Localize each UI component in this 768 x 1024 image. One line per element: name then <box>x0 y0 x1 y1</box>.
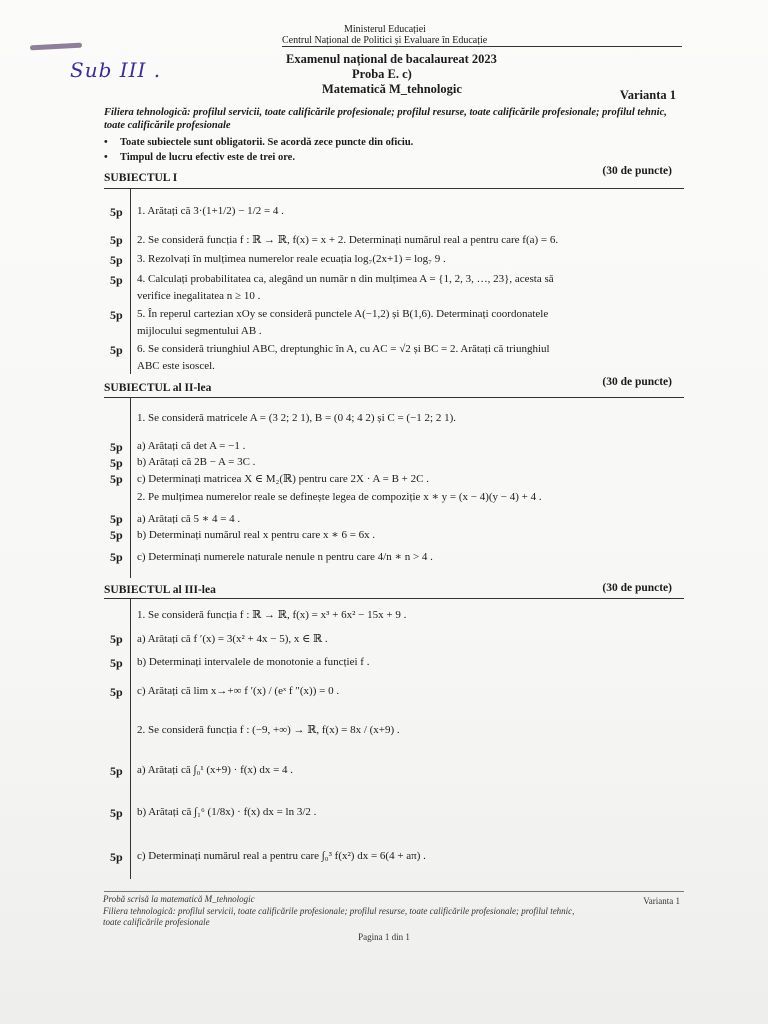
exercise-intro: 2. Pe mulțimea numerelor reale se definește legea de compoziție x ∗ y = (x − 4)(y − 4) + 4 . <box>137 491 542 503</box>
center-name: Centrul Național de Politici și Evaluare în Educație <box>282 35 488 46</box>
exam-subject: Matematică M_tehnologic <box>322 82 462 96</box>
exam-page: Sub III . Ministerul Educației Centrul Național de Politici și Evaluare în Educație Examenul național de bacalaureat 2023 Proba E. c) Matematică M_tehnologic Varianta 1 Filiera tehnologică: profilul servicii, toate calificările profesionale; profilul resurse, toate calificările profesionale; profilul tehnic, toate calificările profesionale Toate subiectele sunt obligatorii. Se acordă zece puncte din oficiu. Timpul de lucru efectiv este de trei ore. SUBIECTUL I (30 de puncte) 5p 1. Arătați că 3·(1+1/2) − 1/2 = 4 . 5p 2. Se consideră funcția f : ℝ → ℝ, f(x) = x + 2. Determinați numărul real a pentru care f(a) = 6. 5p 3. Rezolvați în mulțimea numerelor reale ecuația log₇(2x+1) = log₇ 9 . 5p 4. Calculați probabilitatea ca, alegând un număr n din mulțimea A = {1, 2, 3, …, 23}, acesta să verifice inegalitatea n ≥ 10 . 5p 5. În reperul cartezian xOy se consideră punctele A(−1,2) și B(1,6). Determinați coordonatele mijlocului segmentului AB . 5p 6. Se consideră triunghiul ABC, dreptunghic în A, cu AC = √2 și BC = 2. Arătați că triunghiul ABC este isoscel. SUBIECTUL al II-lea (30 de puncte) 1. Se consideră matricele A = (3 2; 2 1), B = (0 4; 4 2) și C = (−1 2; 2 1). 5p a) Arătați că det A = −1 . 5p b) Arătați că 2B − A = 3C . 5p c) Determinați matricea X ∈ M₂(ℝ) pentru care 2X · A = B + 2C . 2. Pe mulțimea numerelor reale se definește legea de compoziție x ∗ y = (x − 4)(y − 4) + 4 . 5p a) Arătați că 5 ∗ 4 = 4 . 5p b) Determinați numărul real x pentru care x ∗ 6 = 6x . 5p c) Determinați numerele naturale nenule n pentru care 4/n ∗ n > 4 . SUBIECTUL al III-lea (30 de puncte) 1. Se consideră funcția f : ℝ → ℝ, f(x) = x³ + 6x² − 15x + 9 . 5p a) Arătați că f ′(x) = 3(x² + 4x − 5), x ∈ ℝ . 5p b) Determinați intervalele de monotonie a funcției f . 5p c) Arătați că lim x→+∞ f ′(x) / (eˣ f ″(x)) = 0 . 2. Se consideră funcția f : (−9, +∞) → ℝ, f(x) = 8x / (x+9) . 5p a) Arătați că ∫₀¹ (x+9) · f(x) dx = 4 . 5p b) Arătați că ∫₁⁶ (1/8x) · f(x) dx = ln 3/2 . 5p c) Determinați numărul real a pentru care ∫₀³ f(x²) dx = 6(4 + aπ) . Probă scrisă la matematică M_tehnologic Varianta 1 Filiera tehnologică: profilul servicii, toate calificările profesionale; profilul resurse, toate calificările profesionale; profilul tehnic, toate calificările profesionale Pagina 1 din 1 <box>0 0 768 1024</box>
section-divider <box>104 188 684 189</box>
header-divider <box>282 46 682 47</box>
ministry-name: Ministerul Educației <box>344 24 426 35</box>
page-number: Pagina 1 din 1 <box>358 932 410 942</box>
footer-variant: Varianta 1 <box>643 896 680 906</box>
section-3-title: SUBIECTUL al III-lea <box>104 584 216 596</box>
points-column-rule <box>130 398 131 578</box>
section-divider <box>104 397 684 398</box>
exercise-intro: 2. Se consideră funcția f : (−9, +∞) → ℝ, f(x) = 8x / (x+9) . <box>137 724 400 736</box>
exam-title: Examenul național de bacalaureat 2023 <box>286 52 497 66</box>
points-column-rule <box>130 599 131 879</box>
variant-label: Varianta 1 <box>619 88 676 102</box>
section-3-points: (30 de puncte) <box>602 582 672 594</box>
handwritten-note: Sub III . <box>70 58 162 82</box>
section-1-points: (30 de puncte) <box>602 165 672 177</box>
section-2-title: SUBIECTUL al II-lea <box>104 382 212 394</box>
pen-stroke <box>30 43 82 51</box>
exam-proba: Proba E. c) <box>352 67 412 81</box>
footer-divider <box>104 891 684 892</box>
footer-line-1: Probă scrisă la matematică M_tehnologic <box>103 894 255 904</box>
filiera-text: Filiera tehnologică: profilul servicii, toate calificările profesionale; profilul resurse, toate calificările profesionale; profilul tehnic, toate calificările profesionale <box>104 107 667 131</box>
exercise-intro: 1. Se consideră matricele A = (3 2; 2 1), B = (0 4; 4 2) și C = (−1 2; 2 1). <box>137 412 457 424</box>
section-1-title: SUBIECTUL I <box>104 172 178 184</box>
footer-line-3: toate calificările profesionale <box>103 917 210 927</box>
section-2-points: (30 de puncte) <box>602 376 672 388</box>
section-divider <box>104 598 684 599</box>
exercise-intro: 1. Se consideră funcția f : ℝ → ℝ, f(x) = x³ + 6x² − 15x + 9 . <box>137 609 407 621</box>
footer-line-2: Filiera tehnologică: profilul servicii, toate calificările profesionale; profilul resurse, toate calificările profesionale; profilul tehnic, <box>103 906 575 916</box>
points-column-rule <box>130 189 131 374</box>
